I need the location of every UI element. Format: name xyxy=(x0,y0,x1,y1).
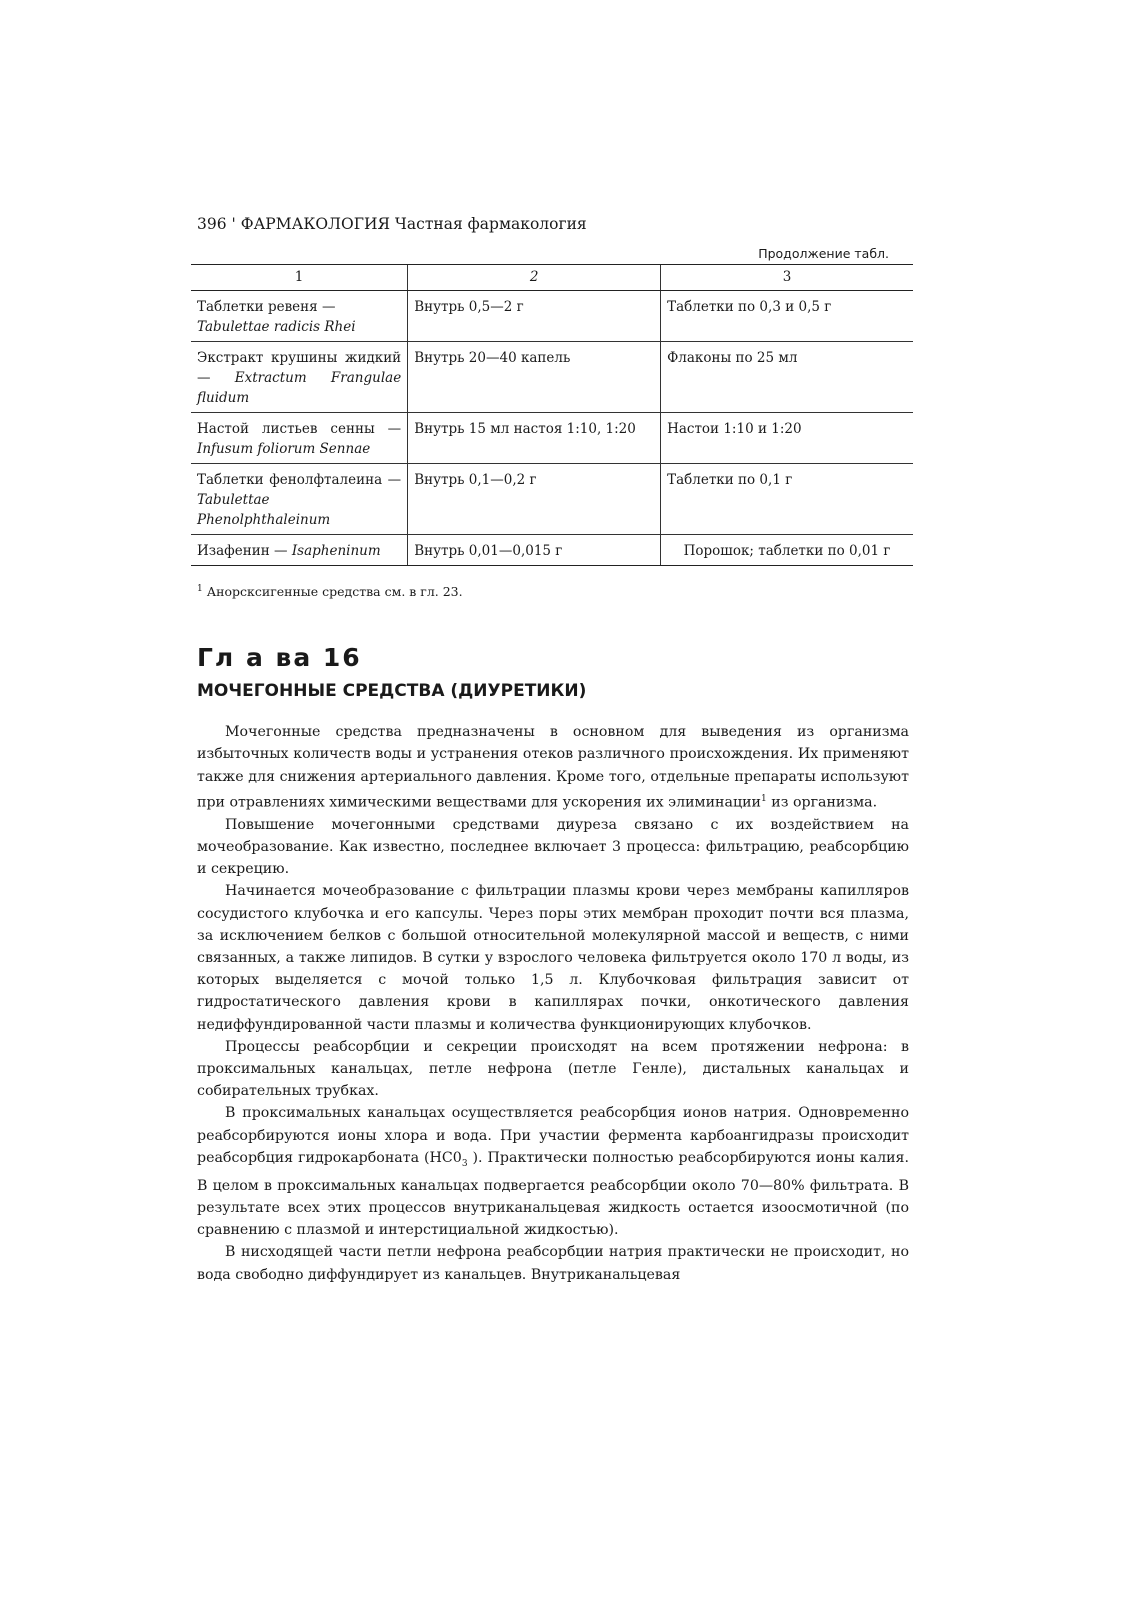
paragraph: В нисходящей части петли нефрона реабсорбции натрия практически не происходит, но вода свободно диффундирует из канальцев. Внутриканальцевая xyxy=(197,1244,909,1283)
table-row xyxy=(191,342,913,413)
footnote-mark: 1 xyxy=(197,584,203,594)
drug-name-cell xyxy=(191,413,408,464)
drug-latin-name: Isapheninum xyxy=(291,543,381,559)
form-cell: Настои 1:10 и 1:20 xyxy=(661,413,913,464)
table-row xyxy=(191,464,913,535)
dose-cell: Внутрь 0,5—2 г xyxy=(408,291,661,342)
form-cell: Таблетки по 0,1 г xyxy=(661,464,913,535)
paragraph-text: Мочегонные средства предназначены в основном для выведения из организма избыточных количеств воды и устранения отеков различного происхождения. Их применяют также для снижения артериального давления. Кроме того, отдельные препараты используют при отравлениях химическими веществами для ускорения их элиминации xyxy=(197,724,909,811)
table-row xyxy=(191,291,913,342)
drug-table xyxy=(191,264,913,566)
drug-name-cell xyxy=(191,535,408,566)
form-cell: Порошок; таблетки по 0,01 г xyxy=(661,535,913,566)
paragraph: Начинается мочеобразование с фильтрации плазмы крови через мембраны капилляров сосудистого клубочка и его капсулы. Через поры этих мембран проходит почти вся плазма, за исключением белков с большой относительной молекулярной массой и веществ, с ними связанных, а также липидов. В сутки у взрослого человека фильтруется около 170 л воды, из которых выделяется с мочой только 1,5 л. Клубочковая фильтрация зависит от гидростатического давления крови в капиллярах почки, онкотического давления недиффундированной части плазмы и количества функционирующих клубочков. xyxy=(197,883,909,1033)
chapter-label: Гл а ва 16 xyxy=(197,643,362,673)
footnote-reference: 1 xyxy=(761,793,767,804)
drug-latin-name: Tabulettae Phenolphthaleinum xyxy=(197,492,331,528)
drug-name: Таблетки фенолфталеина — xyxy=(197,472,402,488)
drug-name: Таблетки ревеня — xyxy=(197,299,336,315)
footnote-text: Анорсксигенные средства см. в гл. 23. xyxy=(206,584,463,600)
drug-name: Настой листьев сенны — xyxy=(197,421,402,437)
drug-name: Экстракт крушины жидкий — xyxy=(197,350,402,386)
dose-cell: Внутрь 0,1—0,2 г xyxy=(408,464,661,535)
form-cell: Таблетки по 0,3 и 0,5 г xyxy=(661,291,913,342)
column-header-2: 2 xyxy=(408,265,661,291)
column-header-1: 1 xyxy=(191,265,408,291)
column-header-3: 3 xyxy=(661,265,913,291)
running-head: 396 ' ФАРМАКОЛОГИЯ Частная фармакология xyxy=(197,215,587,233)
paragraph xyxy=(197,721,909,814)
paragraph xyxy=(197,1102,909,1241)
chapter-body xyxy=(197,721,909,1286)
drug-name-cell xyxy=(191,464,408,535)
drug-latin-name: Extractum Frangulae fluidum xyxy=(197,370,402,406)
table-caption: Продолжение табл. xyxy=(758,246,889,261)
chapter-title: МОЧЕГОННЫЕ СРЕДСТВА (ДИУРЕТИКИ) xyxy=(197,681,587,702)
paragraph: Процессы реабсорбции и секреции происходят на всем протяжении нефрона: в проксимальных канальцах, петле нефрона (петле Генле), дистальных канальцах и собирательных трубках. xyxy=(197,1038,909,1100)
book-page xyxy=(197,214,909,1286)
dose-cell: Внутрь 20—40 капель xyxy=(408,342,661,413)
dose-cell: Внутрь 0,01—0,015 г xyxy=(408,535,661,566)
paragraph-text: ). Практически полностью реабсорбируются ионы калия. В целом в проксимальных канальцах подвергается реабсорбции около 70—80% фильтрата. В результате всех этих процессов внутриканальцевая жидкость остается изоосмотичной (по сравнению с плазмой и интерстициальной жидкостью). xyxy=(197,1149,909,1239)
drug-latin-name: Infusum foliorum Sennae xyxy=(197,441,371,457)
drug-name-cell xyxy=(191,342,408,413)
drug-latin-name: Tabulettae radicis Rhei xyxy=(197,319,356,335)
table-row xyxy=(191,413,913,464)
footnote xyxy=(197,580,909,601)
drug-name-cell xyxy=(191,291,408,342)
dose-cell: Внутрь 15 мл настоя 1:10, 1:20 xyxy=(408,413,661,464)
table-row xyxy=(191,535,913,566)
paragraph-text: В проксимальных канальцах осуществляется реабсорбция ионов натрия. Одновременно реабсорбируются ионы хлора и вода. При участии фермента карбоангидразы происходит реабсорбция гидрокарбоната (НС0 xyxy=(197,1105,909,1166)
form-cell: Флаконы по 25 мл xyxy=(661,342,913,413)
subscript: 3 xyxy=(461,1158,468,1169)
paragraph-text: из организма. xyxy=(766,794,878,811)
table-header-row xyxy=(191,265,913,291)
drug-name: Изафенин — xyxy=(197,543,288,559)
paragraph: Повышение мочегонными средствами диуреза связано с их воздействием на мочеобразование. Как известно, последнее включает 3 процесса: фильтрацию, реабсорбцию и секрецию. xyxy=(197,816,909,878)
